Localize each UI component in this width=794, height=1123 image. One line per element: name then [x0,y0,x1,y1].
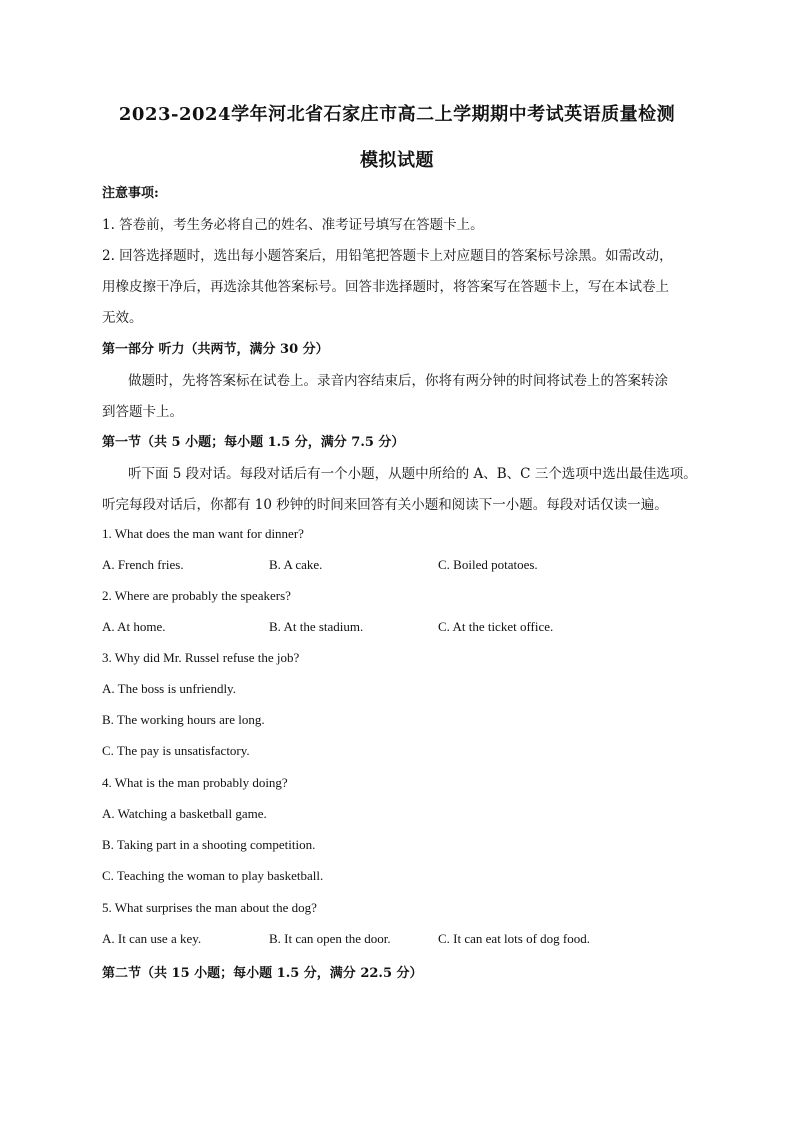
question-5-option-a: A. It can use a key. [102,931,202,946]
question-2-option-a: A. At home. [102,619,166,634]
question-3-stem: 3. Why did Mr. Russel refuse the job? [102,650,300,665]
question-4-option-b: B. Taking part in a shooting competition. [102,837,316,852]
question-1-option-c: C. Boiled potatoes. [438,557,538,572]
question-3-option-a: A. The boss is unfriendly. [102,681,236,696]
question-4-option-c: C. Teaching the woman to play basketball. [102,868,324,883]
question-1-option-b: B. A cake. [269,557,323,572]
question-3-option-c: C. The pay is unsatisfactory. [102,743,250,758]
question-2-option-c: C. At the ticket office. [438,619,554,634]
notice-item-2-line1: 2. 回答选择题时，选出每小题答案后，用铅笔把答题卡上对应题目的答案标号涂黑。如需改动， [102,248,673,264]
notice-item-1: 1. 答卷前，考生务必将自己的姓名、准考证号填写在答题卡上。 [102,217,484,233]
section1-heading: 第一节（共 5 小题；每小题 1.5 分，满分 7.5 分） [102,435,405,450]
section2-heading: 第二节（共 15 小题；每小题 1.5 分，满分 22.5 分） [102,966,423,981]
question-5-option-b: B. It can open the door. [269,931,391,946]
question-5-stem: 5. What surprises the man about the dog? [102,900,317,915]
section1-intro-line2: 听完每段对话后，你都有 10 秒钟的时间来回答有关小题和阅读下一小题。每段对话仅读一遍。 [102,497,668,513]
section1-intro-line1: 听下面 5 段对话。每段对话后有一个小题，从题中所给的 A、B、C 三个选项中选出最佳选项。 [128,466,697,482]
part1-intro-line1: 做题时，先将答案标在试卷上。录音内容结束后，你将有两分钟的时间将试卷上的答案转涂 [128,373,668,389]
notice-item-2-line3: 无效。 [102,310,143,326]
question-1-option-a: A. French fries. [102,557,184,572]
part1-heading: 第一部分 听力（共两节，满分 30 分） [102,342,329,357]
question-2-stem: 2. Where are probably the speakers? [102,588,291,603]
part1-intro-line2: 到答题卡上。 [102,404,183,420]
notice-item-2-line2: 用橡皮擦干净后，再选涂其他答案标号。回答非选择题时，将答案写在答题卡上，写在本试卷上 [102,279,669,295]
notice-heading: 注意事项: [102,186,159,201]
question-5-option-c: C. It can eat lots of dog food. [438,931,590,946]
question-4-option-a: A. Watching a basketball game. [102,806,267,821]
question-4-stem: 4. What is the man probably doing? [102,775,288,790]
document-title-line1: 2023-2024学年河北省石家庄市高二上学期期中考试英语质量检测 [118,104,676,125]
question-2-option-b: B. At the stadium. [269,619,364,634]
document-title-line2: 模拟试题 [360,150,434,171]
question-1-stem: 1. What does the man want for dinner? [102,526,304,541]
question-3-option-b: B. The working hours are long. [102,712,265,727]
